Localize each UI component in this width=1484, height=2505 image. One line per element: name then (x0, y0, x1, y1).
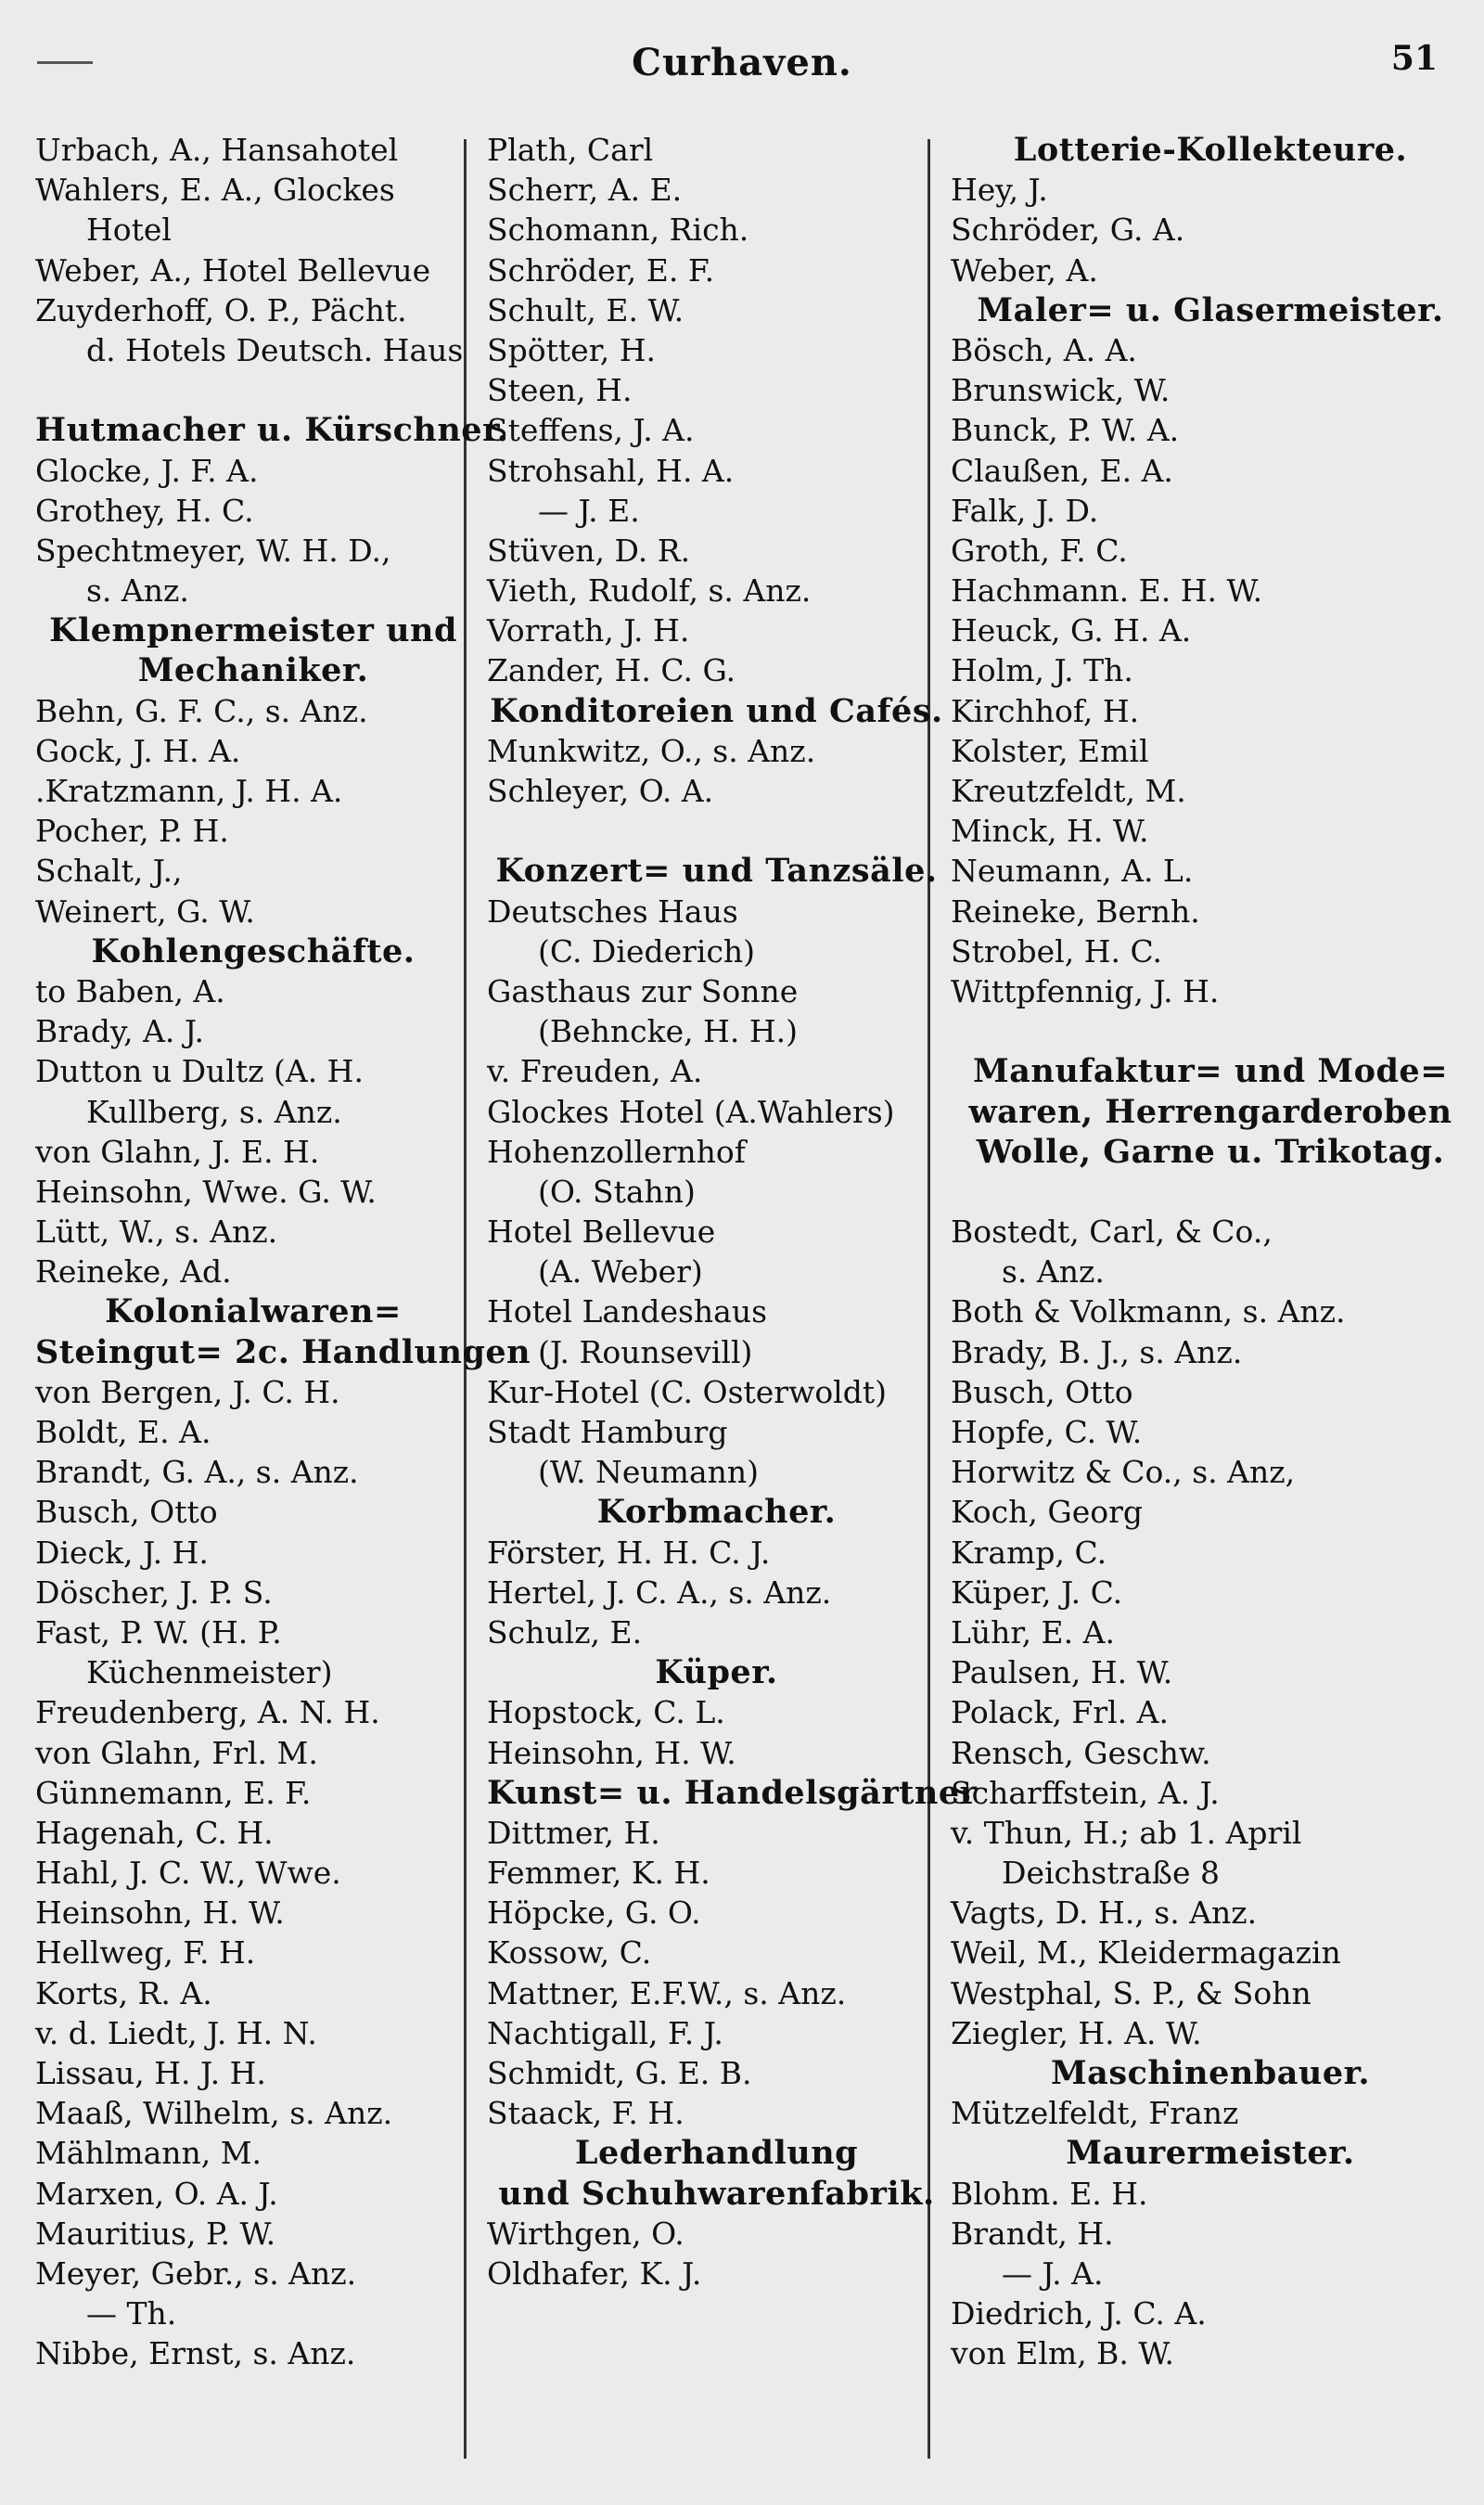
directory-entry: Hotel Bellevue (487, 1214, 716, 1251)
section-heading: Lederhandlung (574, 2134, 859, 2173)
directory-entry: Wahlers, E. A., Glockes (35, 172, 395, 209)
entry-continuation: (C. Diederich) (538, 932, 756, 970)
directory-entry: Behn, G. F. C., s. Anz. (35, 692, 368, 729)
sub-entry: — J. E. (538, 492, 640, 529)
directory-entry: Lissau, H. J. H. (35, 2055, 266, 2091)
column-1 (35, 130, 531, 2374)
page-number: 51 (1390, 39, 1438, 78)
directory-entry: Kolster, Emil (951, 732, 1149, 769)
directory-entry: Horwitz & Co., s. Anz, (951, 1454, 1296, 1491)
directory-entry: Busch, Otto (35, 1494, 218, 1531)
directory-entry: Hotel Landeshaus (487, 1293, 768, 1330)
directory-entry: Rensch, Geschw. (951, 1734, 1211, 1771)
directory-entry: Polack, Frl. A. (951, 1694, 1169, 1731)
column-2 (487, 130, 978, 2293)
entry-continuation: d. Hotels Deutsch. Haus (86, 331, 464, 368)
directory-entry: Nibbe, Ernst, s. Anz. (35, 2335, 356, 2372)
page-title: Curhaven. (632, 41, 852, 84)
directory-entry: v. d. Liedt, J. H. N. (35, 2014, 317, 2051)
directory-entry: Mützelfeldt, Franz (951, 2095, 1239, 2132)
directory-entry: Mauritius, P. W. (35, 2215, 276, 2252)
directory-entry: Bösch, A. A. (951, 331, 1137, 368)
directory-entry: v. Freuden, A. (487, 1053, 703, 1090)
directory-entry: Scherr, A. E. (487, 172, 683, 209)
directory-entry: Schröder, E. F. (487, 251, 715, 289)
section-heading: Konzert= und Tanzsäle. (495, 852, 938, 891)
directory-entry: Femmer, K. H. (487, 1855, 710, 1892)
directory-entry: Schomann, Rich. (487, 212, 749, 249)
directory-entry: Schult, E. W. (487, 291, 684, 328)
directory-entry: Lühr, E. A. (951, 1613, 1115, 1651)
directory-entry: Marxen, O. A. J. (35, 2175, 278, 2212)
entry-continuation: Kullberg, s. Anz. (86, 1093, 342, 1130)
line-spacer (951, 1011, 1470, 1051)
directory-entry: Westphal, S. P., & Sohn (951, 1974, 1311, 2011)
line-spacer (487, 811, 946, 851)
directory-entry: Kur-Hotel (C. Osterwoldt) (487, 1373, 887, 1410)
sub-entry: — J. A. (1002, 2254, 1104, 2292)
directory-entry: Brady, B. J., s. Anz. (951, 1333, 1243, 1370)
line-spacer (951, 1172, 1470, 1212)
directory-entry: Förster, H. H. C. J. (487, 1534, 771, 1571)
directory-entry: Steen, H. (487, 372, 633, 409)
directory-entry: Ziegler, H. A. W. (951, 2014, 1202, 2051)
directory-entry: Heinsohn, H. W. (487, 1734, 736, 1771)
directory-entry: Gock, J. H. A. (35, 732, 241, 769)
entry-continuation: (Behncke, H. H.) (538, 1013, 799, 1050)
directory-entry: Grothey, H. C. (35, 492, 254, 529)
directory-entry: Zuyderhoff, O. P., Pächt. (35, 291, 407, 328)
directory-entry: Maaß, Wilhelm, s. Anz. (35, 2095, 393, 2132)
directory-entry: Günnemann, E. F. (35, 1774, 312, 1811)
directory-entry: Heinsohn, Wwe. G. W. (35, 1173, 377, 1210)
directory-entry: Munkwitz, O., s. Anz. (487, 732, 816, 769)
directory-entry: Mählmann, M. (35, 2135, 262, 2172)
directory-entry: Wittpfennig, J. H. (951, 972, 1220, 1009)
entry-continuation: Küchenmeister) (86, 1654, 333, 1691)
directory-entry: Weber, A. (951, 251, 1098, 289)
directory-entry: Schleyer, O. A. (487, 773, 714, 809)
directory-entry: Höpcke, G. O. (487, 1895, 701, 1932)
directory-entry: Kramp, C. (951, 1534, 1107, 1571)
directory-entry: Brunswick, W. (951, 372, 1171, 409)
directory-entry: Reineke, Ad. (35, 1253, 232, 1291)
directory-entry: Claußen, E. A. (951, 452, 1173, 489)
section-heading: Manufaktur= und Mode= (972, 1052, 1449, 1091)
directory-entry: v. Thun, H.; ab 1. April (951, 1814, 1302, 1851)
directory-entry: Brandt, H. (951, 2215, 1114, 2252)
directory-entry: Pocher, P. H. (35, 813, 229, 850)
directory-entry: Schulz, E. (487, 1613, 643, 1651)
directory-entry: Schröder, G. A. (951, 212, 1185, 249)
directory-entry: Hopfe, C. W. (951, 1414, 1143, 1450)
directory-entry: Dieck, J. H. (35, 1534, 209, 1571)
directory-entry: Gasthaus zur Sonne (487, 972, 799, 1009)
directory-entry: Groth, F. C. (951, 532, 1128, 569)
directory-entry: Schmidt, G. E. B. (487, 2055, 752, 2091)
directory-entry: Kossow, C. (487, 1934, 652, 1972)
section-heading: Lotterie-Kollekteure. (1013, 131, 1408, 169)
directory-entry: Schalt, J., (35, 853, 183, 890)
directory-entry: Zander, H. C. G. (487, 652, 736, 689)
directory-entry: Stüven, D. R. (487, 532, 691, 569)
directory-entry: Plath, Carl (487, 132, 654, 168)
section-heading: Korbmacher. (596, 1493, 837, 1532)
line-spacer (35, 370, 471, 410)
directory-entry: Hahl, J. C. W., Wwe. (35, 1855, 341, 1892)
directory-entry: to Baben, A. (35, 972, 225, 1009)
directory-entry: Hohenzollernhof (487, 1133, 746, 1170)
directory-entry: Scharffstein, A. J. (951, 1774, 1220, 1811)
entry-continuation: Hotel (86, 212, 172, 249)
directory-entry: Korts, R. A. (35, 1974, 212, 2011)
directory-entry: Hagenah, C. H. (35, 1814, 274, 1851)
directory-entry: Weinert, G. W. (35, 893, 255, 930)
directory-entry: Mattner, E.F.W., s. Anz. (487, 1974, 847, 2011)
directory-entry: Deutsches Haus (487, 893, 738, 930)
directory-entry: Vagts, D. H., s. Anz. (951, 1895, 1258, 1932)
entry-continuation: s. Anz. (1002, 1253, 1105, 1291)
directory-entry: Falk, J. D. (951, 492, 1099, 529)
section-heading: Küper. (655, 1653, 778, 1692)
directory-entry: Oldhafer, K. J. (487, 2254, 702, 2292)
directory-entry: von Elm, B. W. (951, 2335, 1175, 2372)
section-heading: waren, Herrengarderoben (968, 1092, 1452, 1131)
directory-entry: Kreutzfeldt, M. (951, 773, 1186, 809)
section-heading: Wolle, Garne u. Trikotag. (976, 1132, 1445, 1171)
directory-entry: Glockes Hotel (A.Wahlers) (487, 1093, 895, 1130)
directory-entry: Urbach, A., Hansahotel (35, 132, 399, 168)
directory-entry: Stadt Hamburg (487, 1414, 728, 1450)
section-heading: Konditoreien und Cafés. (490, 691, 943, 730)
directory-entry: Spechtmeyer, W. H. D., (35, 532, 391, 569)
directory-entry: Dutton u Dultz (A. H. (35, 1053, 364, 1090)
directory-entry: Heuck, G. H. A. (951, 612, 1192, 649)
directory-entry: Strobel, H. C. (951, 932, 1163, 970)
directory-entry: Staack, F. H. (487, 2095, 684, 2132)
entry-continuation: (J. Rounsevill) (538, 1333, 753, 1370)
directory-entry: Glocke, J. F. A. (35, 452, 259, 489)
directory-entry: Weber, A., Hotel Bellevue (35, 251, 431, 289)
section-heading: Klempnermeister und (49, 611, 457, 650)
entry-continuation: (A. Weber) (538, 1253, 703, 1291)
directory-entry: Bunck, P. W. A. (951, 412, 1180, 449)
directory-entry: Küper, J. C. (951, 1574, 1123, 1611)
directory-entry: Lütt, W., s. Anz. (35, 1214, 278, 1251)
section-heading: Maschinenbauer. (1050, 2054, 1371, 2092)
directory-entry: Diedrich, J. C. A. (951, 2295, 1207, 2332)
section-heading: Hutmacher u. Kürschner. (35, 411, 509, 450)
section-heading: Steingut= 2c. Handlungen (35, 1332, 531, 1371)
directory-entry: Meyer, Gebr., s. Anz. (35, 2254, 357, 2292)
directory-entry: Steffens, J. A. (487, 412, 695, 449)
entry-continuation: s. Anz. (86, 572, 189, 610)
directory-entry: Minck, H. W. (951, 813, 1149, 850)
directory-entry: Brandt, G. A., s. Anz. (35, 1454, 359, 1491)
directory-entry: Reineke, Bernh. (951, 893, 1200, 930)
entry-continuation: (W. Neumann) (538, 1454, 760, 1491)
section-heading: Maler= u. Glasermeister. (977, 290, 1444, 329)
directory-entry: Hellweg, F. H. (35, 1934, 256, 1972)
directory-entry: Paulsen, H. W. (951, 1654, 1173, 1691)
directory-entry: Holm, J. Th. (951, 652, 1133, 689)
section-heading: und Schuhwarenfabrik. (498, 2174, 935, 2213)
directory-entry: Freudenberg, A. N. H. (35, 1694, 380, 1731)
directory-entry: Hopstock, C. L. (487, 1694, 725, 1731)
section-heading: Mechaniker. (137, 651, 369, 690)
directory-entry: Brady, A. J. (35, 1013, 205, 1050)
directory-entry: Busch, Otto (951, 1373, 1133, 1410)
directory-entry: Blohm. E. H. (951, 2175, 1148, 2212)
section-heading: Kolonialwaren= (105, 1292, 402, 1331)
directory-entry: .Kratzmann, J. H. A. (35, 773, 343, 809)
directory-entry: Hey, J. (951, 172, 1048, 209)
entry-continuation: (O. Stahn) (538, 1173, 696, 1210)
directory-entry: Hachmann. E. H. W. (951, 572, 1263, 610)
column-3 (951, 130, 1470, 2374)
directory-entry: Koch, Georg (951, 1494, 1144, 1531)
directory-entry: Weil, M., Kleidermagazin (951, 1934, 1341, 1972)
directory-entry: Hertel, J. C. A., s. Anz. (487, 1574, 832, 1611)
directory-entry: Both & Volkmann, s. Anz. (951, 1293, 1346, 1330)
directory-entry: Neumann, A. L. (951, 853, 1194, 890)
directory-entry: Nachtigall, F. J. (487, 2014, 723, 2051)
directory-entry: Bostedt, Carl, & Co., (951, 1214, 1273, 1251)
directory-entry: Dittmer, H. (487, 1814, 660, 1851)
section-heading: Maurermeister. (1066, 2134, 1355, 2173)
directory-entry: Boldt, E. A. (35, 1414, 211, 1450)
directory-entry: Heinsohn, H. W. (35, 1895, 285, 1932)
directory-entry: Fast, P. W. (H. P. (35, 1613, 282, 1651)
directory-entry: von Bergen, J. C. H. (35, 1373, 340, 1410)
section-heading: Kohlengeschäfte. (91, 931, 416, 970)
directory-entry: Spötter, H. (487, 331, 657, 368)
directory-entry: Vorrath, J. H. (487, 612, 690, 649)
directory-entry: Kirchhof, H. (951, 692, 1140, 729)
directory-entry: von Glahn, Frl. M. (35, 1734, 318, 1771)
directory-entry: von Glahn, J. E. H. (35, 1133, 320, 1170)
section-heading: Kunst= u. Handelsgärtner (487, 1773, 978, 1812)
entry-continuation: Deichstraße 8 (1002, 1855, 1220, 1892)
directory-entry: Döscher, J. P. S. (35, 1574, 273, 1611)
sub-entry: — Th. (86, 2295, 177, 2332)
directory-entry: Wirthgen, O. (487, 2215, 684, 2252)
directory-entry: Strohsahl, H. A. (487, 452, 735, 489)
directory-entry: Vieth, Rudolf, s. Anz. (487, 572, 812, 610)
